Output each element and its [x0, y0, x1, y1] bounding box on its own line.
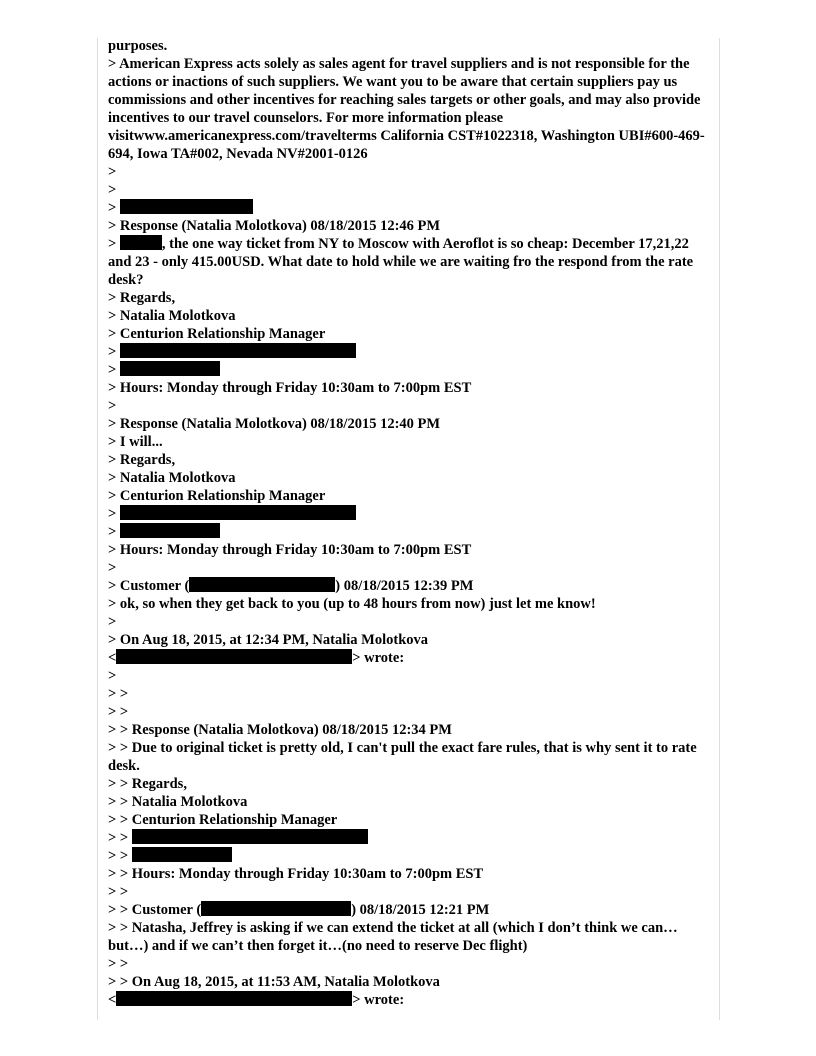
line-text: > >	[108, 704, 129, 720]
line-text: ) 08/18/2015 12:39 PM	[335, 578, 474, 594]
line-text: >	[108, 614, 117, 630]
line-text: > Centurion Relationship Manager	[108, 488, 326, 504]
text-line	[108, 523, 714, 541]
line-text: > Hours: Monday through Friday 10:30am to 7:00pm EST	[108, 542, 472, 558]
line-text: > wrote:	[352, 992, 405, 1008]
line-text: > Customer (	[108, 578, 190, 594]
line-text: > > Response (Natalia Molotkova) 08/18/2015 12:34 PM	[108, 722, 452, 738]
text-line	[108, 325, 714, 343]
line-text: <	[108, 992, 117, 1008]
text-line	[108, 847, 714, 865]
text-line	[108, 793, 714, 811]
line-text: > I will...	[108, 434, 163, 450]
line-text: > ok, so when they get back to you (up to 48 hours from now) just let me know!	[108, 596, 596, 612]
text-line	[108, 307, 714, 325]
text-line	[108, 199, 714, 217]
line-text: > >	[108, 686, 129, 702]
text-line	[108, 955, 714, 973]
text-line	[108, 217, 714, 235]
line-text: ) 08/18/2015 12:21 PM	[351, 902, 490, 918]
line-text: >	[108, 164, 117, 180]
line-text: >	[108, 344, 120, 360]
line-text: > > Centurion Relationship Manager	[108, 812, 338, 828]
text-line	[108, 865, 714, 883]
line-text: > Centurion Relationship Manager	[108, 326, 326, 342]
text-line	[108, 721, 714, 739]
line-text: >	[108, 524, 120, 540]
line-text: >	[108, 236, 120, 252]
text-line	[108, 361, 714, 379]
text-line	[108, 739, 714, 775]
line-text: >	[108, 200, 120, 216]
text-line	[108, 379, 714, 397]
line-text: >	[108, 506, 120, 522]
line-text: > Natalia Molotkova	[108, 470, 236, 486]
line-text: > wrote:	[352, 650, 405, 666]
line-text: > Natalia Molotkova	[108, 308, 236, 324]
line-text: > > Customer (	[108, 902, 202, 918]
text-line	[108, 667, 714, 685]
line-text: >	[108, 398, 117, 414]
redaction-bar	[201, 901, 351, 916]
text-line	[108, 415, 714, 433]
text-line	[108, 433, 714, 451]
line-text: > > On Aug 18, 2015, at 11:53 AM, Natalia Molotkova	[108, 974, 440, 990]
text-line	[108, 973, 714, 991]
text-line	[108, 595, 714, 613]
text-line	[108, 775, 714, 793]
text-line	[108, 487, 714, 505]
line-text: > >	[108, 830, 132, 846]
line-text: > Response (Natalia Molotkova) 08/18/2015 12:40 PM	[108, 416, 441, 432]
line-text: > > Natalia Molotkova	[108, 794, 248, 810]
redaction-bar	[120, 523, 220, 538]
text-line	[108, 163, 714, 181]
text-line	[108, 703, 714, 721]
redaction-bar	[120, 235, 162, 250]
text-line	[108, 901, 714, 919]
redaction-bar	[120, 505, 356, 520]
page-border-left	[97, 38, 98, 1020]
text-line	[108, 559, 714, 577]
text-line	[108, 55, 714, 163]
text-line	[108, 541, 714, 559]
line-text: > >	[108, 884, 129, 900]
line-text: > > Natasha, Jeffrey is asking if we can extend the ticket at all (which I don’t think we can…but…) and if we can’t then forget it…(no need to reserve Dec flight)	[108, 920, 678, 954]
text-line	[108, 451, 714, 469]
text-line	[108, 829, 714, 847]
redaction-bar	[116, 991, 352, 1006]
line-text: >	[108, 560, 117, 576]
redaction-bar	[120, 343, 356, 358]
line-text: > > Hours: Monday through Friday 10:30am to 7:00pm EST	[108, 866, 484, 882]
line-text: , the one way ticket from NY to Moscow with Aeroflot is so cheap: December 17,21,22 and 23 - only 415.00USD. What date to hold while we are waiting fro the respond from the rate desk?	[108, 236, 694, 288]
redaction-bar	[116, 649, 352, 664]
redaction-bar	[132, 829, 368, 844]
text-line	[108, 613, 714, 631]
line-text: <	[108, 650, 117, 666]
line-text: > >	[108, 848, 132, 864]
text-line	[108, 631, 714, 649]
line-text: > Regards,	[108, 290, 176, 306]
text-line	[108, 883, 714, 901]
line-text: > American Express acts solely as sales agent for travel suppliers and is not responsible for the actions or inactions of such suppliers. We want you to be aware that certain suppliers pay us commissions and other incentives for reaching sales targets or other goals, and may also provide incentives to our travel counselors. For more information please visitwww.americanexpress.com/travelterms California CST#1022318, Washington UBI#600-469-694, Iowa TA#002, Nevada NV#2001-0126	[108, 56, 705, 162]
line-text: >	[108, 182, 117, 198]
text-line	[108, 397, 714, 415]
redaction-bar	[120, 361, 220, 376]
text-line	[108, 577, 714, 595]
text-line	[108, 811, 714, 829]
line-text: > Hours: Monday through Friday 10:30am to 7:00pm EST	[108, 380, 472, 396]
text-line	[108, 685, 714, 703]
text-line	[108, 505, 714, 523]
line-text: purposes.	[108, 38, 168, 54]
redaction-bar	[132, 847, 232, 862]
redaction-bar	[189, 577, 335, 592]
line-text: > Regards,	[108, 452, 176, 468]
text-line	[108, 235, 714, 289]
email-thread-body	[108, 37, 714, 1009]
redaction-bar	[120, 199, 253, 214]
line-text: > On Aug 18, 2015, at 12:34 PM, Natalia Molotkova	[108, 632, 429, 648]
text-line	[108, 919, 714, 955]
page-border-right	[719, 38, 720, 1020]
text-line	[108, 469, 714, 487]
line-text: >	[108, 668, 117, 684]
line-text: > >	[108, 956, 129, 972]
text-line	[108, 37, 714, 55]
text-line	[108, 181, 714, 199]
line-text: > > Due to original ticket is pretty old, I can't pull the exact fare rules, that is why sent it to rate desk.	[108, 740, 697, 774]
line-text: >	[108, 362, 120, 378]
text-line	[108, 343, 714, 361]
line-text: > > Regards,	[108, 776, 187, 792]
text-line	[108, 289, 714, 307]
line-text: > Response (Natalia Molotkova) 08/18/2015 12:46 PM	[108, 218, 441, 234]
text-line	[108, 991, 714, 1009]
text-line	[108, 649, 714, 667]
